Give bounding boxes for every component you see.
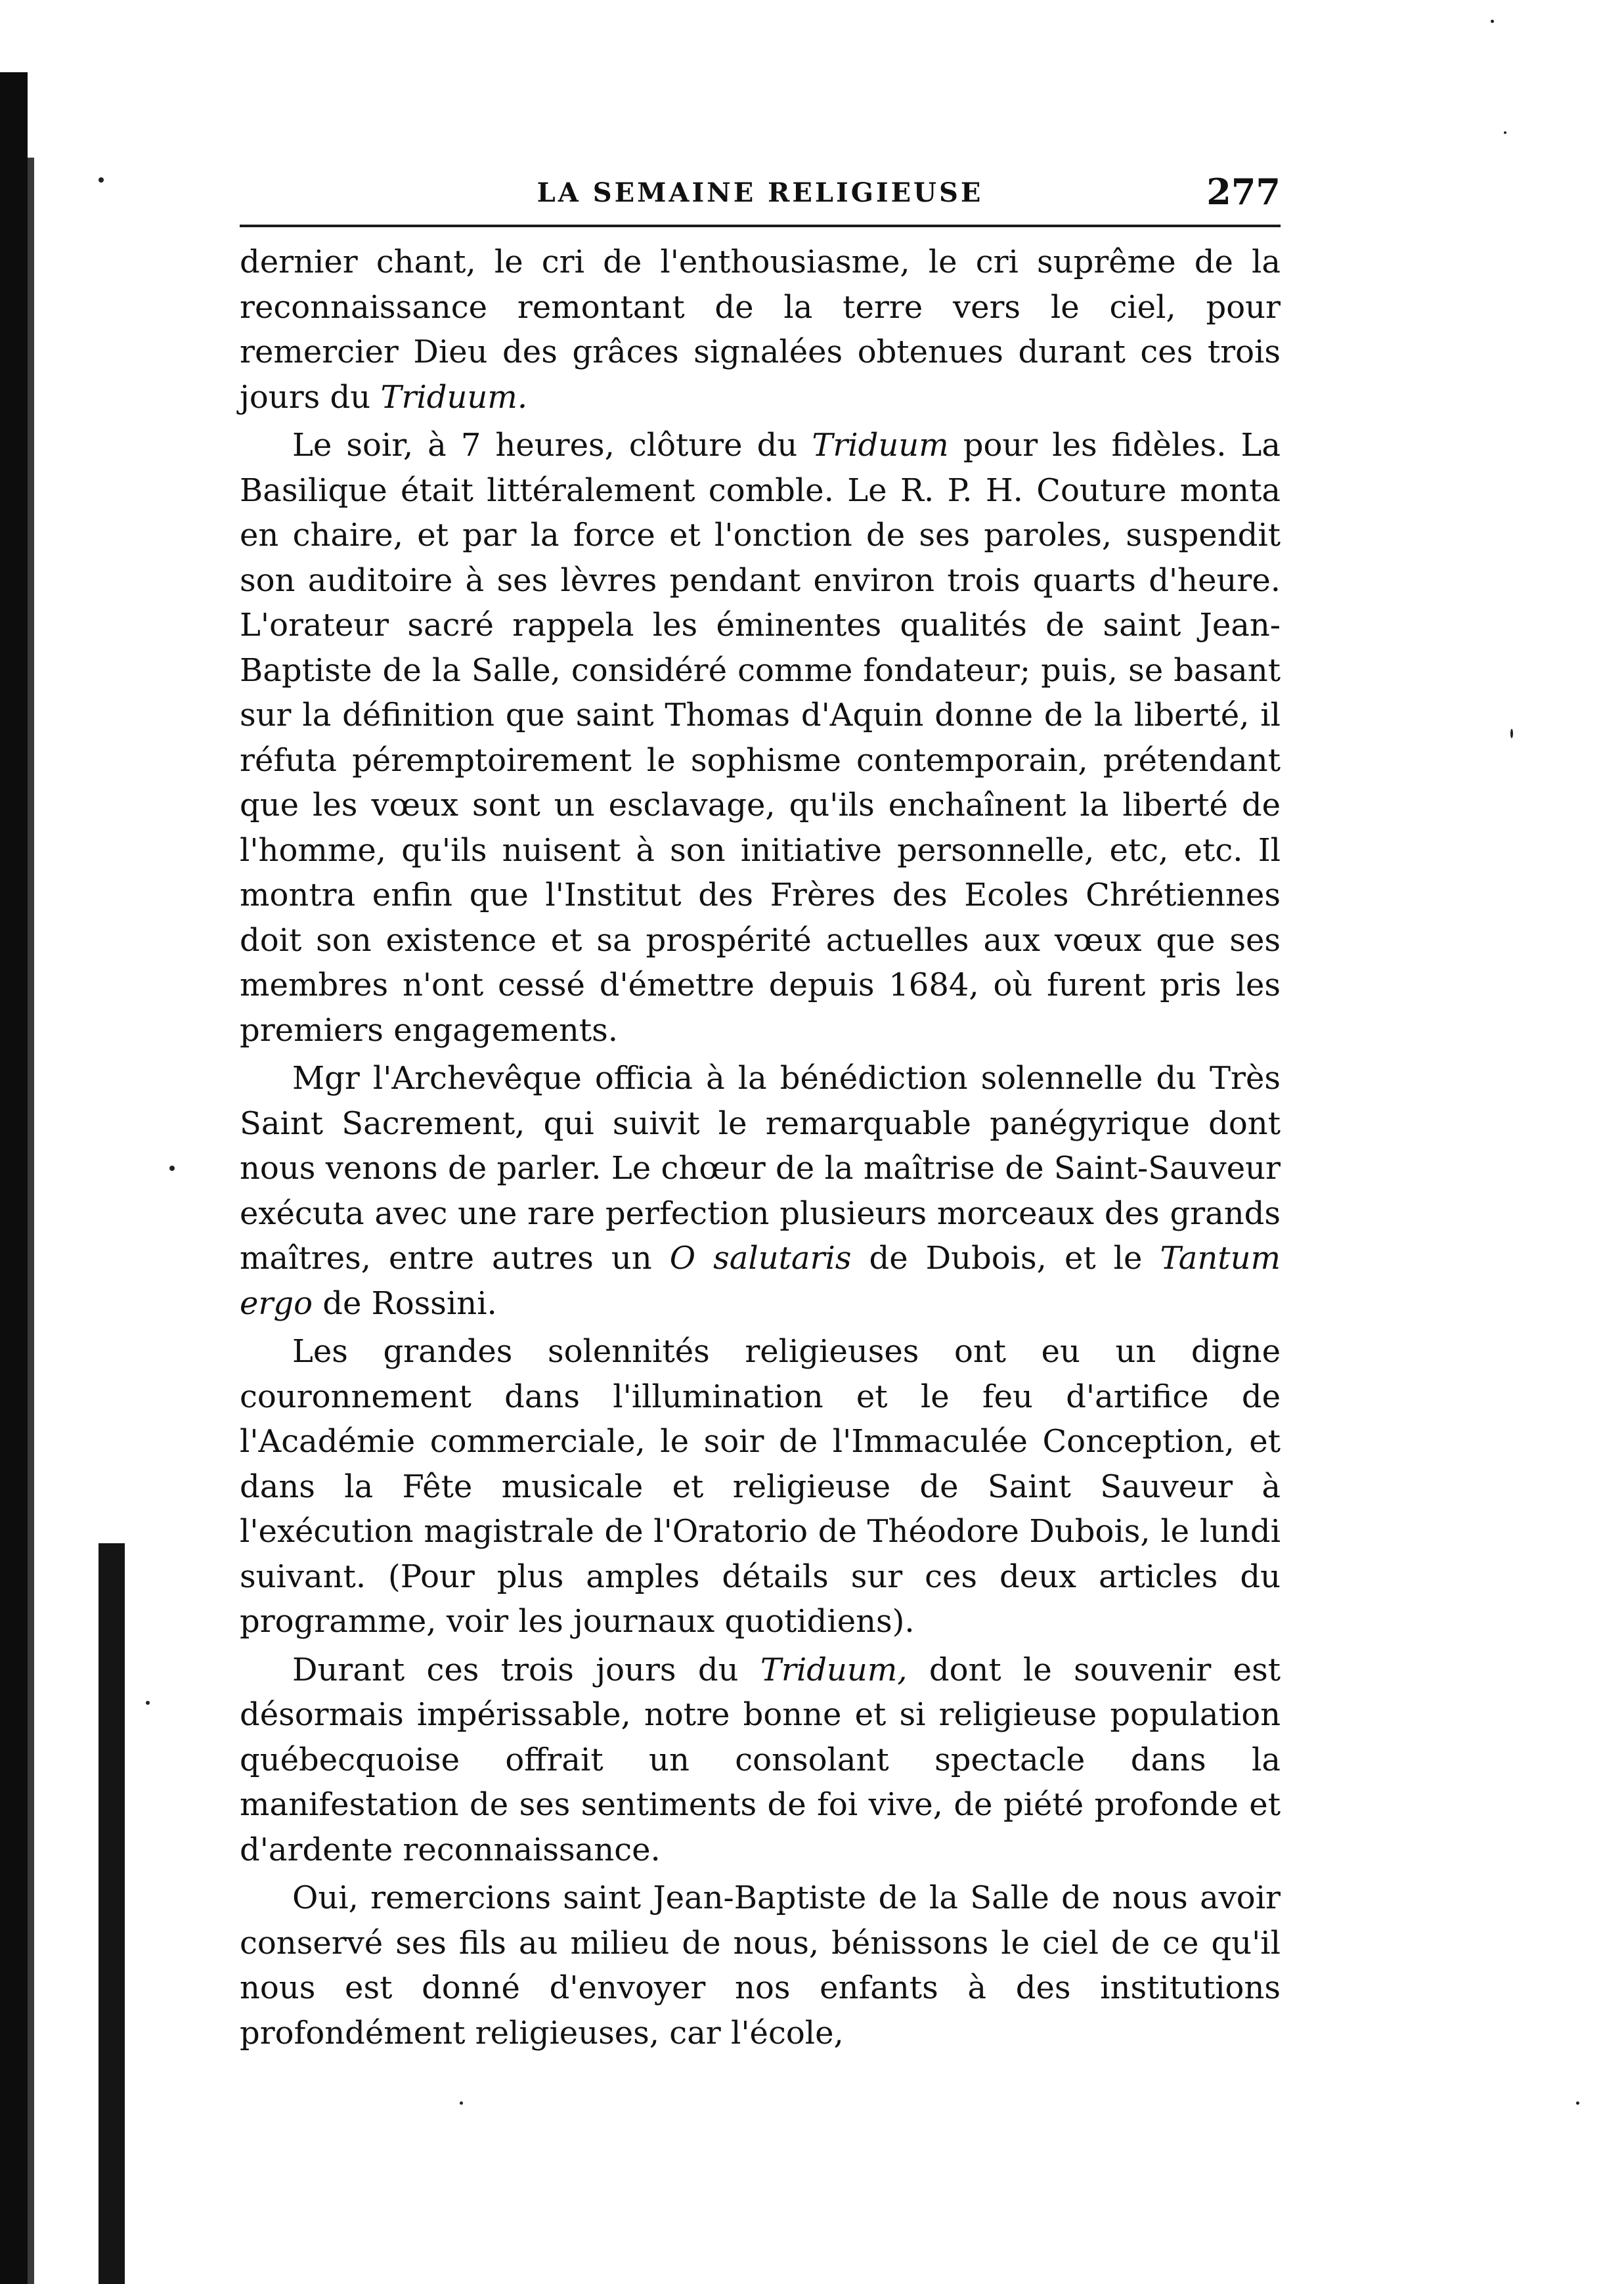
scan-speck — [1510, 729, 1513, 738]
text-run: Les grandes solennités religieuses ont eu un digne couronnement dans l'illumination et le feu d'artifice de l'Académie commerciale, le soir de l'Immaculée Conception, et dans la Fête musicale et religieuse de Saint Sauveur à l'exécution magistrale de l'Oratorio de Théodore Dubois, le lundi suivant. (Pour plus amples détails sur ces deux articles du programme, voir les journaux quotidiens). — [240, 1333, 1281, 1640]
italic-run: Triduum, — [760, 1651, 908, 1688]
running-head: LA SEMAINE RELIGIEUSE — [537, 177, 984, 208]
italic-run: Triduum. — [380, 378, 528, 416]
text-run: dernier chant, le cri de l'enthousiasme, le cri suprême de la reconnaissance remontant de la terre vers le ciel, pour remercier Dieu des grâces signalées obtenues durant ces trois jours du — [240, 244, 1281, 416]
body-text — [240, 240, 1281, 2055]
paragraph — [240, 240, 1281, 420]
italic-run: Triduum — [812, 427, 949, 464]
page-header — [240, 164, 1281, 217]
paragraph — [240, 1876, 1281, 2055]
paragraph — [240, 423, 1281, 1053]
scan-speck — [146, 1701, 150, 1705]
paragraph — [240, 1648, 1281, 1873]
scan-speck — [1576, 2101, 1579, 2105]
paragraph — [240, 1329, 1281, 1644]
header-rule — [240, 225, 1281, 227]
text-run: Durant ces trois jours du — [292, 1651, 760, 1688]
binding-shadow — [0, 72, 28, 2284]
scan-speck — [169, 1166, 175, 1171]
text-run: de Rossini. — [312, 1285, 497, 1322]
scan-speck — [460, 2101, 463, 2105]
text-run: dont le souvenir est désormais impérissable, notre bonne et si religieuse population québecquoise offrait un consolant spectacle dans la manifestation de ses sentiments de foi vive, de piété profonde et d'ardente reconnaissance. — [240, 1651, 1281, 1868]
scan-speck — [99, 177, 104, 183]
scan-speck — [1504, 131, 1506, 134]
text-run: de Dubois, et le — [851, 1240, 1160, 1277]
text-run: Le soir, à 7 heures, clôture du — [292, 427, 812, 464]
paragraph — [240, 1056, 1281, 1326]
italic-run: Tantum ergo — [240, 1240, 1281, 1322]
text-run: Oui, remercions saint Jean-Baptiste de la Salle de nous avoir conservé ses fils au milieu de nous, bénissons le ciel de ce qu'il nous est donné d'envoyer nos enfants à des institutions profondément religieuses, car l'école, — [240, 1879, 1281, 2052]
italic-run: O salutaris — [669, 1240, 852, 1277]
scan-speck — [1491, 20, 1494, 23]
page-number: 277 — [1206, 171, 1281, 213]
text-run: Mgr l'Archevêque officia à la bénédiction solennelle du Très Saint Sacrement, qui suivit le remarquable panégyrique dont nous venons de parler. Le chœur de la maîtrise de Saint-Sauveur exécuta avec une rare perfection plusieurs morceaux des grands maîtres, entre autres un — [240, 1060, 1281, 1277]
binding-shadow-inner — [28, 158, 34, 2284]
binding-shadow-lower — [99, 1543, 125, 2284]
text-run: pour les fidèles. La Basilique était littéralement comble. Le R. P. H. Couture monta en chaire, et par la force et l'onction de ses paroles, suspendit son auditoire à ses lèvres pendant environ trois quarts d'heure. L'orateur sacré rappela les éminentes qualités de saint Jean-Baptiste de la Salle, considéré comme fondateur; puis, se basant sur la définition que saint Thomas d'Aquin donne de la liberté, il réfuta péremptoirement le sophisme contemporain, prétendant que les vœux sont un esclavage, qu'ils enchaînent la liberté de l'homme, qu'ils nuisent à son initiative personnelle, etc, etc. Il montra enfin que l'Institut des Frères des Ecoles Chrétiennes doit son existence et sa prospérité actuelles aux vœux que ses membres n'ont cessé d'émettre depuis 1684, où furent pris les premiers engagements. — [240, 427, 1281, 1049]
